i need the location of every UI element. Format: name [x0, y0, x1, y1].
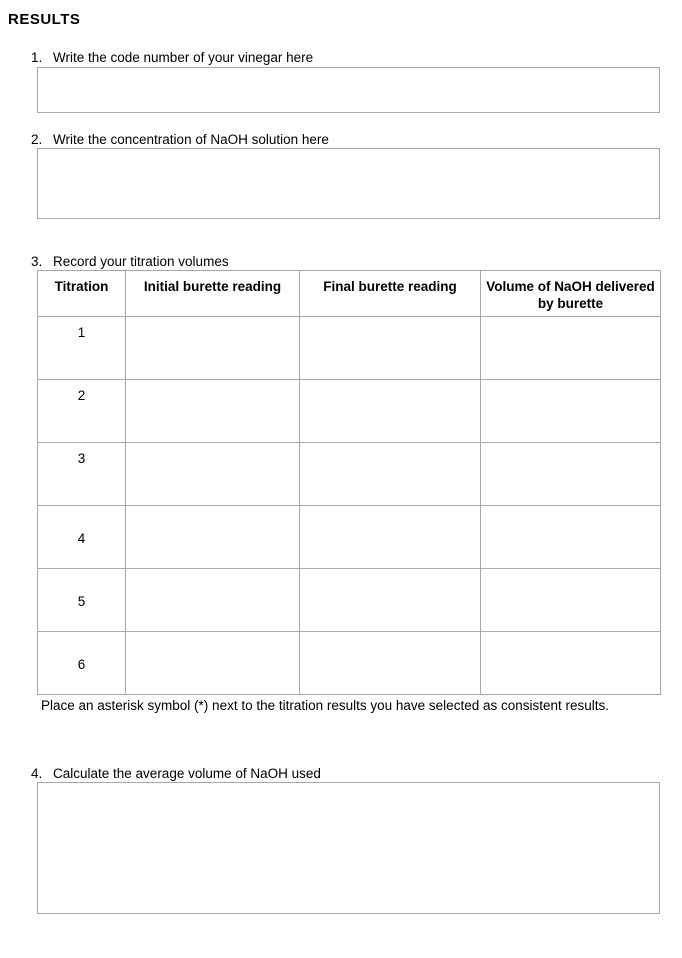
final-reading-cell[interactable]: [300, 569, 481, 632]
header-titration: Titration: [38, 271, 126, 317]
titration-number: 1: [38, 317, 126, 380]
volume-cell[interactable]: [481, 380, 661, 443]
initial-reading-cell[interactable]: [126, 569, 300, 632]
final-reading-cell[interactable]: [300, 506, 481, 569]
question-2-number: 2.: [31, 132, 43, 147]
table-row: [38, 380, 661, 443]
final-reading-cell[interactable]: [300, 632, 481, 695]
titration-number: 2: [38, 380, 126, 443]
volume-cell[interactable]: [481, 632, 661, 695]
header-volume-delivered: Volume of NaOH delivered by burette: [481, 271, 661, 317]
titration-number: 6: [38, 632, 126, 695]
table-row: [38, 506, 661, 569]
question-1-label: [31, 50, 313, 65]
average-volume-field[interactable]: [37, 782, 660, 914]
table-header-row: [38, 271, 661, 317]
question-3-text: Record your titration volumes: [53, 254, 229, 269]
titration-number: 4: [38, 506, 126, 569]
titration-number: 3: [38, 443, 126, 506]
volume-cell[interactable]: [481, 506, 661, 569]
question-4-label: [31, 766, 321, 781]
header-final-reading: Final burette reading: [300, 271, 481, 317]
vinegar-code-field[interactable]: [37, 67, 660, 113]
final-reading-cell[interactable]: [300, 380, 481, 443]
initial-reading-cell[interactable]: [126, 443, 300, 506]
table-row: [38, 632, 661, 695]
question-1-text: Write the code number of your vinegar here: [53, 50, 314, 65]
initial-reading-cell[interactable]: [126, 380, 300, 443]
titration-table: [37, 270, 661, 695]
question-3-number: 3.: [31, 254, 43, 269]
question-2-text: Write the concentration of NaOH solution here: [53, 132, 329, 147]
table-row: [38, 443, 661, 506]
question-2-label: [31, 132, 329, 147]
table-row: [38, 569, 661, 632]
table-row: [38, 317, 661, 380]
initial-reading-cell[interactable]: [126, 506, 300, 569]
naoh-concentration-field[interactable]: [37, 148, 660, 219]
question-1-number: 1.: [31, 50, 43, 65]
volume-cell[interactable]: [481, 317, 661, 380]
volume-cell[interactable]: [481, 443, 661, 506]
titration-number: 5: [38, 569, 126, 632]
final-reading-cell[interactable]: [300, 317, 481, 380]
final-reading-cell[interactable]: [300, 443, 481, 506]
question-3-label: [31, 254, 229, 269]
volume-cell[interactable]: [481, 569, 661, 632]
initial-reading-cell[interactable]: [126, 632, 300, 695]
initial-reading-cell[interactable]: [126, 317, 300, 380]
section-heading: RESULTS: [8, 11, 81, 28]
consistency-note: Place an asterisk symbol (*) next to the titration results you have selected as consistent results.: [41, 698, 610, 713]
header-initial-reading: Initial burette reading: [126, 271, 300, 317]
question-4-number: 4.: [31, 766, 43, 781]
question-4-text: Calculate the average volume of NaOH used: [53, 766, 321, 781]
